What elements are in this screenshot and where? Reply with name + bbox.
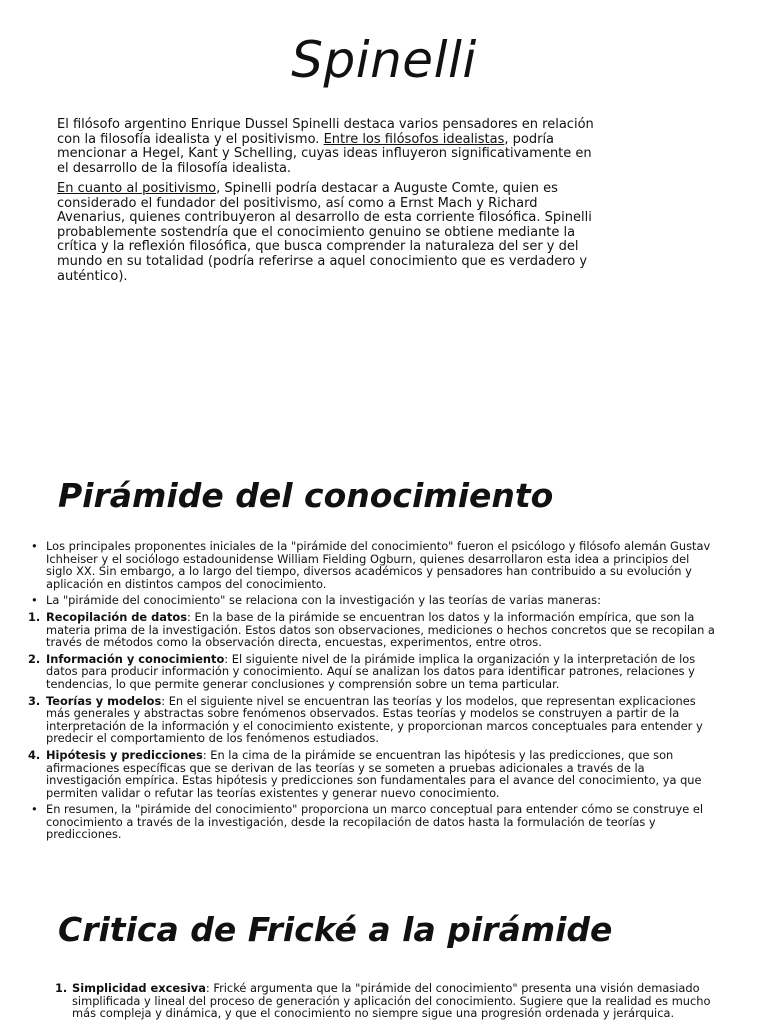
intro-paragraph-1: [57, 118, 602, 176]
list-item: [55, 982, 715, 1020]
list-number: 1.: [55, 981, 68, 995]
list-item: [28, 611, 718, 649]
list-item-text: Los principales proponentes iniciales de la "pirámide del conocimiento" fueron el psicólogo y filósofo alemán Gustav Ichheiser y el sociólogo estadounidense William Fielding Ogburn, quienes desarrollaron esta idea a principios del siglo XX. Sin embargo, a lo largo del tiempo, diversos académicos y pensadores han contribuido a su evolución y aplicación en distintos campos del conocimiento.: [46, 539, 711, 591]
list-item-text: La "pirámide del conocimiento" se relaciona con la investigación y las teorías de varias maneras:: [46, 593, 601, 608]
positivismo-link[interactable]: En cuanto al positivismo: [57, 181, 217, 196]
list-number: 1.: [28, 609, 41, 624]
list-number: 2.: [28, 651, 41, 666]
intro-text: , Spinelli podría destacar a Auguste Comte, quien es considerado el fundador del positivismo, así como a Ernst Mach y Richard Avenarius, quienes contribuyeron al desarrollo de esta corriente filosófica. Spinelli probablemente sostendría que el conocimiento genuino se obtiene mediante la crítica y la reflexión filosófica, que busca comprender la naturaleza del ser y del mundo en su totalidad (podría referirse a aquel conocimiento que es verdadero y auténtico).: [57, 181, 592, 284]
list-item-text: : Frické argumenta que la "pirámide del conocimiento" presenta una visión demasiado simplificada y lineal del proceso de generación y aplicación del conocimiento. Sugiere que la realidad es mucho más compleja y dinámica, y que el conocimiento no siempre sigue una progresión ordenada y jerárquica.: [72, 981, 711, 1021]
list-item: [28, 540, 718, 590]
list-item-term: Hipótesis y predicciones: [46, 747, 203, 762]
list-item-term: Simplicidad excesiva: [72, 981, 206, 995]
list-item-term: Recopilación de datos: [46, 609, 188, 624]
bullet-marker: •: [31, 802, 38, 817]
list-item: [28, 695, 718, 745]
piramide-list: [28, 540, 718, 845]
list-item-text: : En la cima de la pirámide se encuentran las hipótesis y las predicciones, que son afirmaciones específicas que se derivan de las teorías y se someten a pruebas adicionales a través de la investigación empírica. Estas hipótesis y predicciones son fundamentales para el avance del conocimiento, ya que permiten validar o refutar las teorías existentes y generar nuevo conocimiento.: [46, 747, 702, 800]
page-title: Spinelli: [291, 31, 477, 89]
list-item-text: : El siguiente nivel de la pirámide implica la organización y la interpretación de los datos para producir información y conocimiento. Aquí se analizan los datos para identificar patrones, relaciones y tendencias, lo que permite generar conclusiones y comprensión sobre un tema particular.: [46, 651, 696, 691]
list-item: [28, 653, 718, 691]
list-item-term: Información y conocimiento: [46, 651, 225, 666]
list-item-text: : En el siguiente nivel se encuentran las teorías y los modelos, que representan explicaciones más generales y abstractas sobre fenómenos observados. Estas teorías y modelos se construyen a partir de la interpretación de la información y el conocimiento existente, y proporcionan marcos conceptuales para entender y predecir el comportamiento de los fenómenos estudiados.: [46, 693, 703, 746]
intro-text: , podría mencionar a Hegel, Kant y Schelling, cuyas ideas influyeron significativamente en el desarrollo de la filosofía idealista.: [57, 131, 592, 176]
section-heading-piramide: Pirámide del conocimiento: [58, 476, 554, 515]
intro-text: El filósofo argentino Enrique Dussel Spinelli destaca varios pensadores en relación con la filosofía idealista y el positivismo.: [57, 117, 594, 147]
section-heading-critica: Critica de Frické a la pirámide: [58, 910, 613, 949]
list-item: [28, 594, 718, 607]
bullet-marker: •: [31, 593, 38, 608]
critica-list: [55, 982, 715, 1024]
list-item-term: Teorías y modelos: [46, 693, 162, 708]
list-number: 3.: [28, 693, 41, 708]
list-item-text: En resumen, la "pirámide del conocimiento" proporciona un marco conceptual para entender cómo se construye el conocimiento a través de la investigación, desde la recopilación de datos hasta la formulación de teorías y predicciones.: [46, 802, 704, 842]
intro-paragraph-2: [57, 182, 602, 284]
list-item: [28, 803, 718, 841]
list-number: 4.: [28, 747, 41, 762]
list-item-text: : En la base de la pirámide se encuentran los datos y la información empírica, que son la materia prima de la investigación. Estos datos son observaciones, mediciones o hechos concretos que se recopilan a través de métodos como la observación directa, encuestas, experimentos, entre otros.: [46, 609, 715, 650]
idealistas-link[interactable]: Entre los filósofos idealistas: [323, 131, 505, 147]
list-item: [28, 749, 718, 799]
bullet-marker: •: [31, 539, 38, 553]
